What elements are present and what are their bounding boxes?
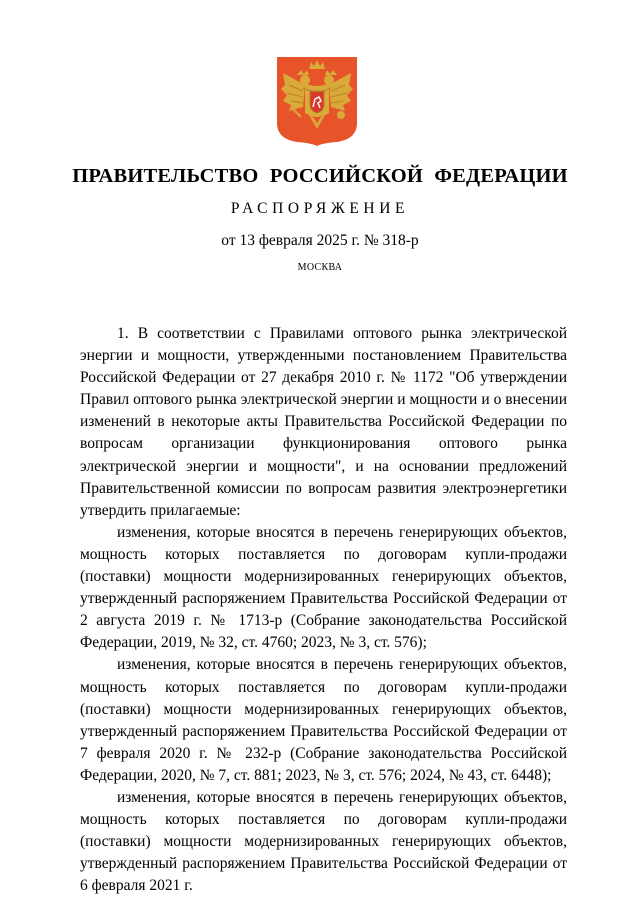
- russian-coat-of-arms-icon: [275, 55, 359, 147]
- paragraph-4: изменения, которые вносятся в перечень генерирующих объектов, мощность которых поставляется по договорам купли-продажи (поставки) мощности модернизированных генерирующих объектов, утвержденный распоряжением Правительства Российской Федерации от 6 февраля 2021 г.: [80, 788, 567, 895]
- paragraph-3: изменения, которые вносятся в перечень генерирующих объектов, мощность которых поставляется по договорам купли-продажи (поставки) мощности модернизированных генерирующих объектов, утвержденный распоряжением Правительства Российской Федерации от 7 февраля 2020 г. № 232-р (Собрание законодательства Российской Федерации, 2020, № 7, ст. 881; 2023, № 3, ст. 576; 2024, № 43, ст. 6448);: [80, 656, 567, 784]
- government-title: ПРАВИТЕЛЬСТВО РОССИЙСКОЙ ФЕДЕРАЦИИ: [72, 165, 568, 187]
- document-date-number: от 13 февраля 2025 г. № 318-р: [221, 232, 419, 249]
- document-type: РАСПОРЯЖЕНИЕ: [230, 200, 410, 217]
- paragraph-2: изменения, которые вносятся в перечень генерирующих объектов, мощность которых поставляется по договорам купли-продажи (поставки) мощности модернизированных генерирующих объектов, утвержденный распоряжением Правительства Российской Федерации от 2 августа 2019 г. № 1713-р (Собрание законодательства Российской Федерации, 2019, № 32, ст. 4760; 2023, № 3, ст. 576);: [80, 523, 567, 652]
- document-body: [80, 323, 567, 897]
- document-city: МОСКВА: [297, 262, 343, 273]
- paragraph-1: 1. В соответствии с Правилами оптового рынка электрической энергии и мощности, утвержденными постановлением Правительства Российской Федерации от 27 декабря 2010 г. № 1172 "Об утверждении Правил оптового рынка электрической энергии и мощности и о внесении изменений в некоторые акты Правительства Российской Федерации по вопросам организации функционирования оптового рынка электрической энергии и мощности", и на основании предложений Правительственной комиссии по вопросам развития электроэнергетики утвердить прилагаемые:: [80, 325, 567, 519]
